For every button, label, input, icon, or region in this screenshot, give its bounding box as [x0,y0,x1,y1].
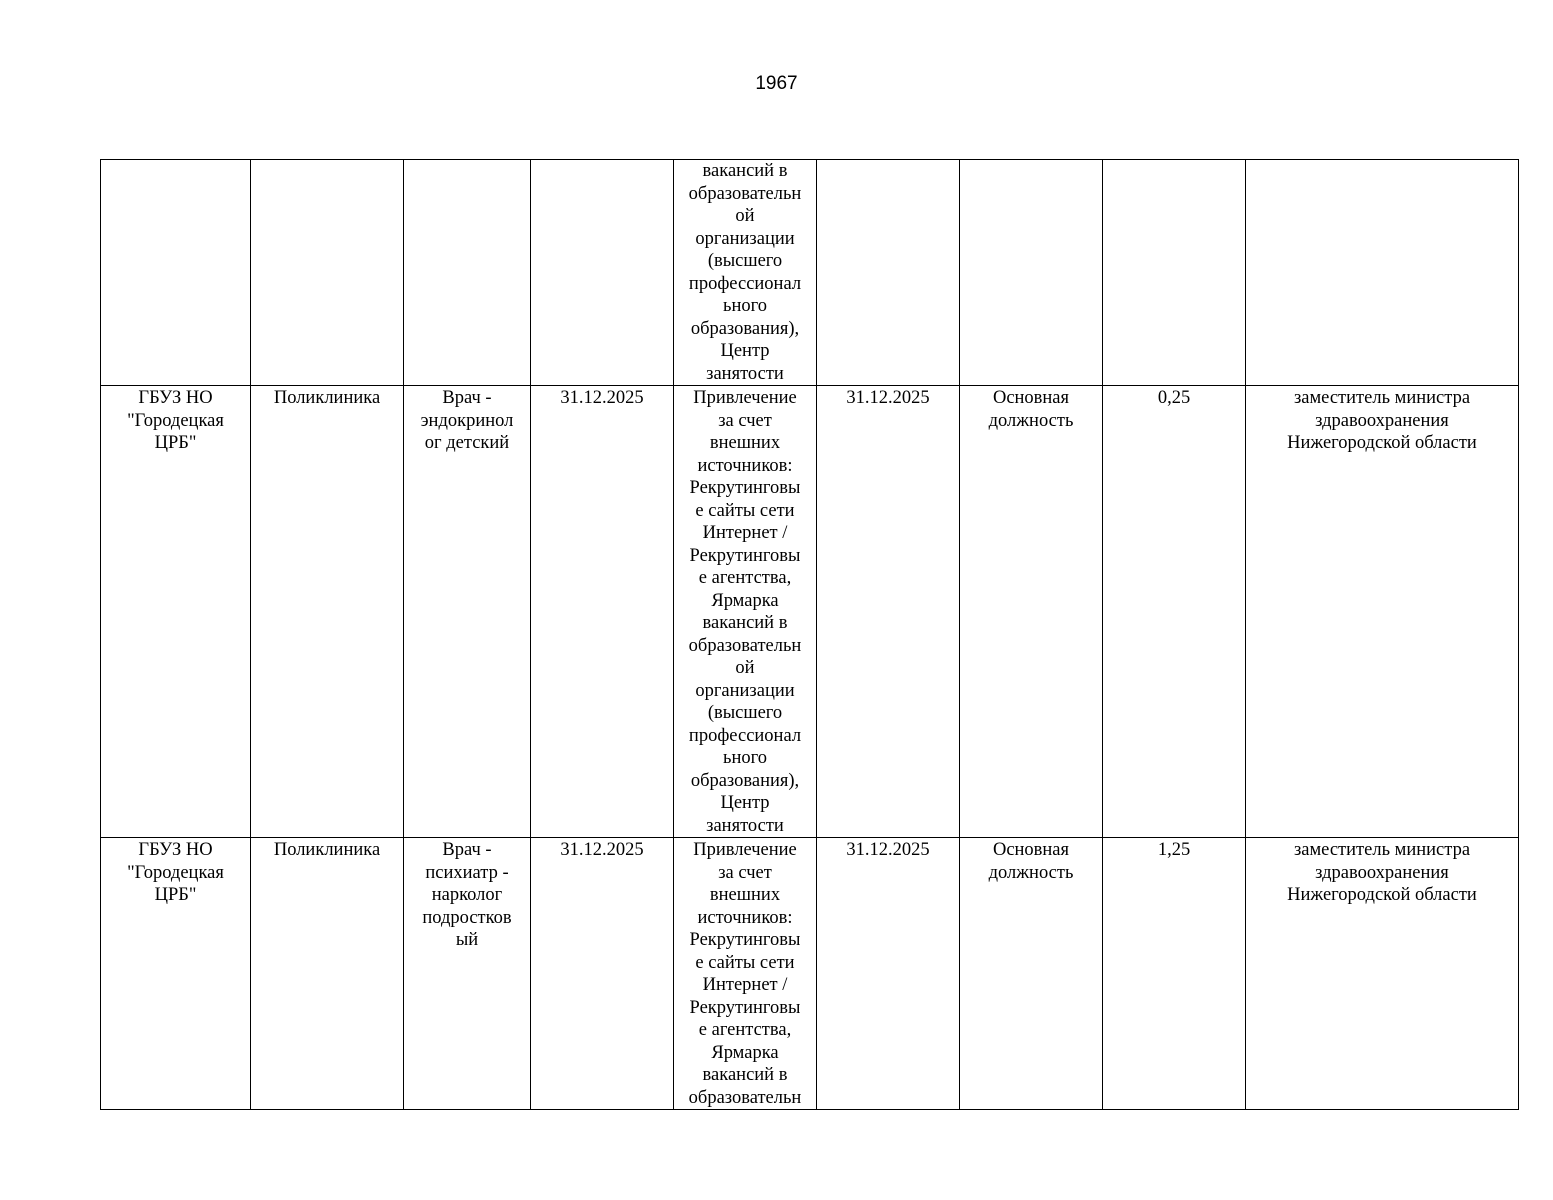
deadline-cell [531,160,674,386]
method-cell: Привлечение за счет внешних источников: Рекрутинговы е сайты сети Интернет / Рекрутинговы е агентства, Ярмарка вакансий в образовательн [674,838,817,1110]
unit-cell: Поликлиника [251,386,404,838]
position-type-cell: Основная должность [960,386,1103,838]
position-type-cell: Основная должность [960,838,1103,1110]
page-number: 1967 [755,73,798,94]
method-cell: вакансий в образовательн ой организации (высшего профессионал ьного образования), Центр занятости [674,160,817,386]
deadline-cell: 31.12.2025 [531,838,674,1110]
rate-cell: 0,25 [1103,386,1246,838]
rate-cell [1103,160,1246,386]
deadline-cell: 31.12.2025 [531,386,674,838]
position-cell: Врач - психиатр - нарколог подростков ый [404,838,531,1110]
rate-cell: 1,25 [1103,838,1246,1110]
position-cell: Врач - эндокринол ог детский [404,386,531,838]
unit-cell: Поликлиника [251,838,404,1110]
position-cell [404,160,531,386]
table-row [101,838,1519,1110]
table-row [101,386,1519,838]
position-type-cell [960,160,1103,386]
completion-date-cell [817,160,960,386]
vacancy-table [100,159,1519,1110]
unit-cell [251,160,404,386]
method-cell: Привлечение за счет внешних источников: Рекрутинговы е сайты сети Интернет / Рекрутинговы е агентства, Ярмарка вакансий в образовательн ой организации (высшего профессионал ьного образования), Центр занятости [674,386,817,838]
responsible-cell: заместитель министра здравоохранения Нижегородской области [1246,838,1519,1110]
responsible-cell [1246,160,1519,386]
completion-date-cell: 31.12.2025 [817,386,960,838]
org-cell: ГБУЗ НО "Городецкая ЦРБ" [101,386,251,838]
org-cell [101,160,251,386]
org-cell: ГБУЗ НО "Городецкая ЦРБ" [101,838,251,1110]
responsible-cell: заместитель министра здравоохранения Нижегородской области [1246,386,1519,838]
table-row [101,160,1519,386]
completion-date-cell: 31.12.2025 [817,838,960,1110]
